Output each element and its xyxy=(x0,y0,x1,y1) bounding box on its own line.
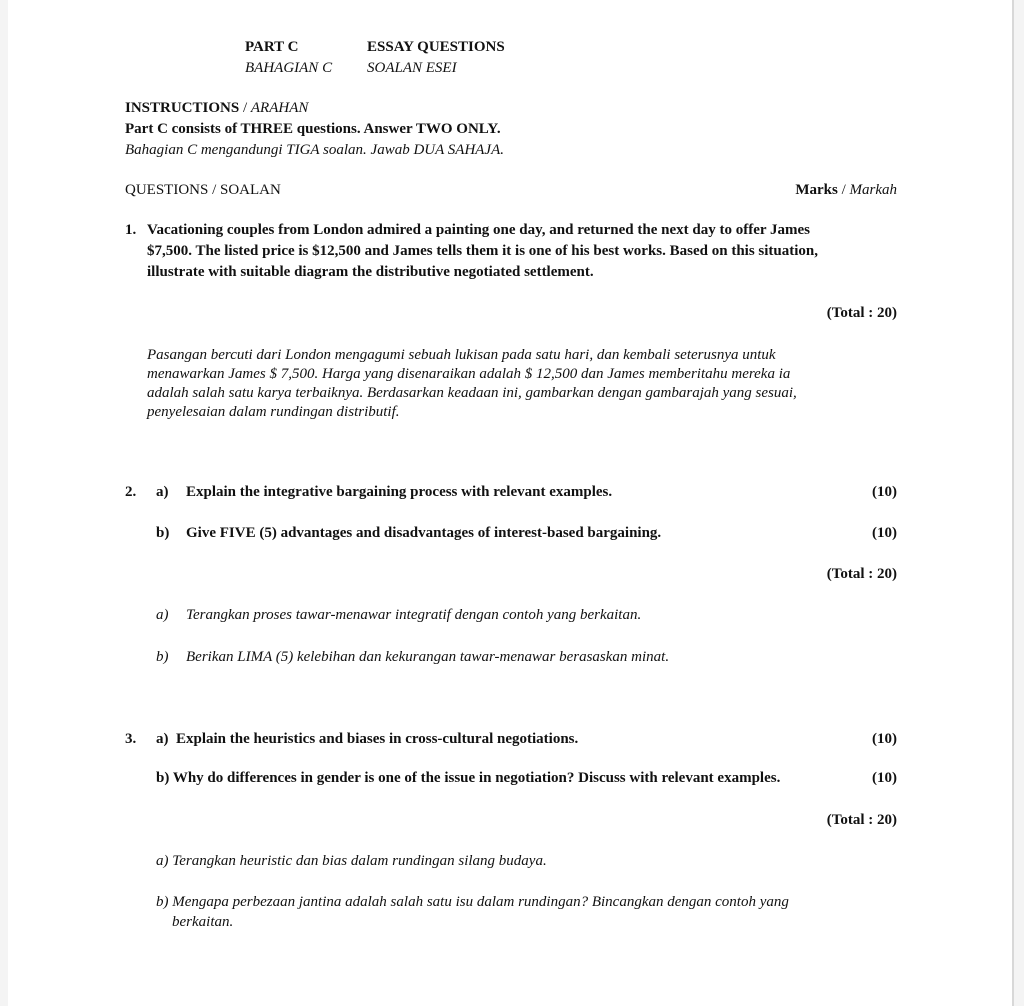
q3-total: (Total : 20) xyxy=(826,812,897,828)
q2a-marks: (10) xyxy=(872,484,897,500)
q1-total: (Total : 20) xyxy=(826,305,897,321)
questions-label: QUESTIONS / SOALAN xyxy=(125,182,281,198)
q2-total: (Total : 20) xyxy=(826,566,897,582)
q1-malay-line-1: Pasangan bercuti dari London mengagumi sebuah lukisan pada satu hari, dan kembali seterusnya untuk xyxy=(147,347,776,363)
exam-page xyxy=(8,0,1014,1006)
section-title-malay: SOALAN ESEI xyxy=(367,60,457,76)
q1-malay-line-4: penyelesaian dalam rundingan distributif. xyxy=(147,404,400,420)
q1-number: 1. xyxy=(125,222,137,238)
q1-text-line-2: $7,500. The listed price is $12,500 and James tells them it is one of his best works. Based on this situation, xyxy=(147,243,819,259)
instructions-text-malay: Bahagian C mengandungi TIGA soalan. Jawab DUA SAHAJA. xyxy=(125,142,505,158)
q1-text-line-3: illustrate with suitable diagram the distributive negotiated settlement. xyxy=(147,264,594,280)
q1-malay-line-3: adalah salah satu karya terbaiknya. Berdasarkan keadaan ini, gambarkan dengan gambarajah yang sesuai, xyxy=(147,385,797,401)
section-title: ESSAY QUESTIONS xyxy=(367,39,505,55)
q3a-marks: (10) xyxy=(872,731,897,747)
q2b-marks: (10) xyxy=(872,525,897,541)
q2a-malay-label: a) xyxy=(156,607,169,623)
q1-text-line-1: Vacationing couples from London admired a painting one day, and returned the next day to offer James xyxy=(147,222,810,238)
instructions-heading: INSTRUCTIONS / ARAHAN xyxy=(125,100,309,116)
q2-number: 2. xyxy=(125,484,137,500)
q2b-text: Give FIVE (5) advantages and disadvantages of interest-based bargaining. xyxy=(186,525,662,541)
q2b-label: b) xyxy=(156,525,170,541)
q3b-text: b) Why do differences in gender is one of the issue in negotiation? Discuss with relevant examples. xyxy=(156,770,781,786)
q2a-malay-text: Terangkan proses tawar-menawar integratif dengan contoh yang berkaitan. xyxy=(186,607,642,623)
part-label: PART C xyxy=(245,39,299,55)
q3-number: 3. xyxy=(125,731,137,747)
marks-label: Marks / Markah xyxy=(795,182,897,198)
q3b-malay-line-1: b) Mengapa perbezaan jantina adalah salah satu isu dalam rundingan? Bincangkan dengan contoh yang xyxy=(156,894,789,910)
instructions-text: Part C consists of THREE questions. Answer TWO ONLY. xyxy=(125,121,501,137)
q3b-marks: (10) xyxy=(872,770,897,786)
q3a-malay-text: a) Terangkan heuristic dan bias dalam rundingan silang budaya. xyxy=(156,853,547,869)
q2b-malay-label: b) xyxy=(156,649,169,665)
q1-malay-line-2: menawarkan James $ 7,500. Harga yang disenaraikan adalah $ 12,500 dan James memberitahu mereka ia xyxy=(147,366,791,382)
q2a-text: Explain the integrative bargaining process with relevant examples. xyxy=(186,484,613,500)
q3a-text: a) Explain the heuristics and biases in cross-cultural negotiations. xyxy=(156,731,579,747)
q2b-malay-text: Berikan LIMA (5) kelebihan dan kekurangan tawar-menawar berasaskan minat. xyxy=(186,649,670,665)
part-label-malay: BAHAGIAN C xyxy=(245,60,333,76)
q2a-label: a) xyxy=(156,484,169,500)
q3b-malay-line-2: berkaitan. xyxy=(172,914,234,930)
